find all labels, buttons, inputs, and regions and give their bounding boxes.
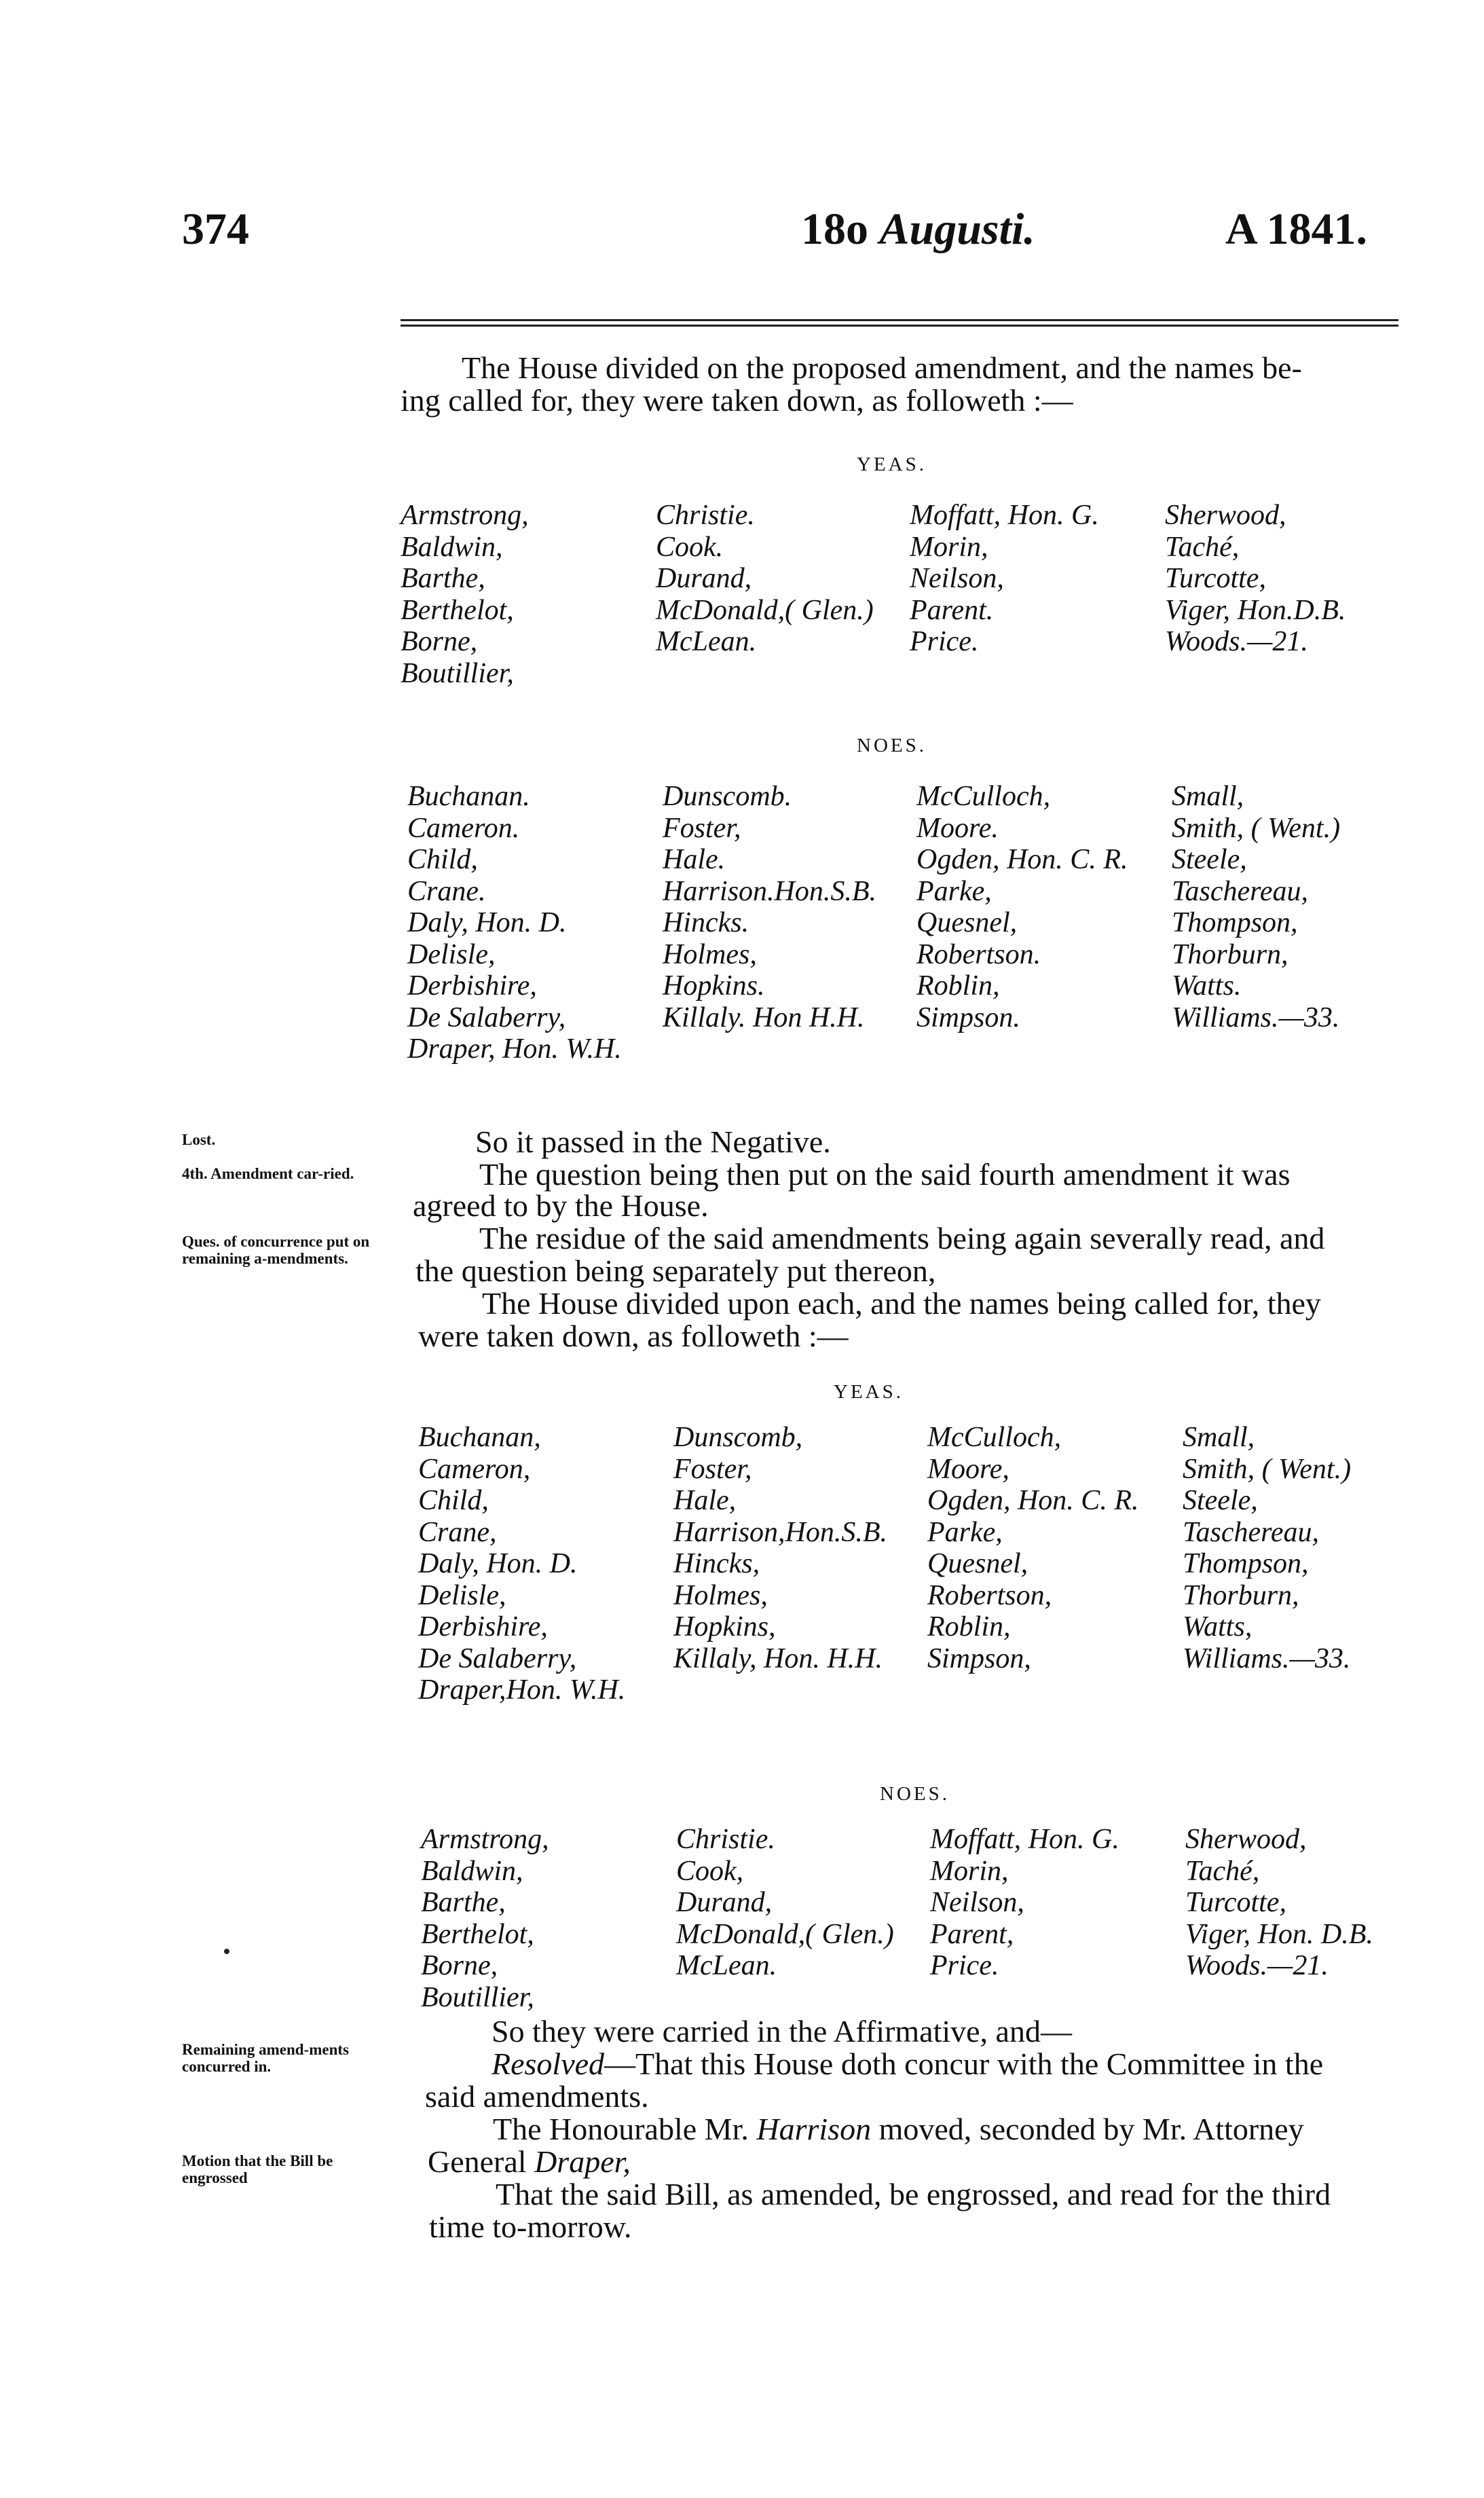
- roll-name: De Salaberry,: [407, 1002, 566, 1033]
- roll-name: Cameron.: [407, 812, 520, 844]
- roll-name: [656, 658, 910, 690]
- division2-noes-list: [421, 1824, 1443, 2013]
- roll-name: [910, 658, 1165, 690]
- division2-noes-heading: NOES.: [880, 1783, 950, 1805]
- roll-name: Roblin,: [916, 970, 1000, 1002]
- roll-name: Viger, Hon. D.B.: [1185, 1918, 1373, 1950]
- roll-name: Moore,: [927, 1453, 1009, 1485]
- roll-name: McDonald,( Glen.): [676, 1918, 894, 1950]
- roll-name: Cook.: [656, 531, 724, 563]
- division2-yeas-list: [418, 1422, 1441, 1706]
- roll-name: Buchanan,: [418, 1422, 541, 1453]
- roll-name: Crane,: [418, 1516, 497, 1548]
- roll-name: Killaly. Hon H.H.: [663, 1002, 865, 1033]
- roll-name: [673, 1674, 927, 1706]
- roll-name: Harrison.Hon.S.B.: [663, 875, 877, 907]
- roll-name: Simpson.: [916, 1002, 1020, 1033]
- roll-name: Parke,: [916, 875, 992, 907]
- roll-name: Robertson,: [927, 1579, 1052, 1611]
- margin-note-motion-engrossed: Motion that the Bill be engrossed: [182, 2152, 333, 2186]
- division1-noes-heading: NOES.: [857, 735, 927, 756]
- roll-name: Baldwin,: [401, 531, 503, 563]
- roll-name: Small,: [1183, 1422, 1255, 1453]
- stray-print-mark: [224, 1949, 229, 1954]
- roll-name: [1172, 1033, 1430, 1065]
- roll-name: Viger, Hon.D.B.: [1165, 594, 1346, 626]
- roll-name: Foster,: [663, 812, 741, 844]
- roll-name: Cameron,: [418, 1453, 531, 1485]
- roll-name: Buchanan.: [407, 781, 530, 812]
- roll-name: Hincks,: [673, 1548, 760, 1579]
- roll-name: Taschereau,: [1183, 1516, 1320, 1548]
- roll-name: Barthe,: [421, 1887, 506, 1918]
- roll-name: Delisle,: [418, 1579, 506, 1611]
- roll-name: [663, 1033, 916, 1065]
- roll-name: Woods.—21.: [1165, 626, 1308, 657]
- roll-name: Derbishire,: [407, 970, 537, 1002]
- roll-name: Daly, Hon. D.: [407, 907, 567, 938]
- roll-name: Sherwood,: [1165, 500, 1286, 531]
- roll-name: Christie.: [656, 500, 755, 531]
- roll-name: Hopkins,: [673, 1611, 776, 1642]
- resolved-word: Resolved: [491, 2046, 605, 2081]
- roll-name: Crane.: [407, 875, 486, 907]
- roll-name: Parent,: [930, 1918, 1014, 1950]
- roll-name: Smith, ( Went.): [1183, 1453, 1352, 1485]
- fourth-amendment-line-2: agreed to by the House.: [413, 1188, 709, 1223]
- roll-name: Price.: [930, 1950, 999, 1981]
- roll-name: Ogden, Hon. C. R.: [927, 1485, 1139, 1516]
- page-number: 374: [182, 204, 249, 254]
- roll-name: Hale,: [673, 1485, 737, 1516]
- bill-line-1: That the said Bill, as amended, be engrossed, and read for the third: [496, 2177, 1331, 2211]
- roll-name: McCulloch,: [927, 1422, 1062, 1453]
- roll-name: Steele,: [1183, 1485, 1258, 1516]
- roll-name: [1183, 1674, 1441, 1706]
- roll-name: McLean.: [656, 626, 757, 657]
- header-month: Augusti.: [879, 204, 1035, 254]
- roll-name: Thompson,: [1183, 1548, 1309, 1579]
- roll-name: Thompson,: [1172, 907, 1298, 938]
- roll-name: Hale.: [663, 844, 726, 875]
- margin-note-concurrence: Ques. of concurrence put on remaining a-mendments.: [182, 1233, 370, 1267]
- roll-name: Moffatt, Hon. G.: [930, 1824, 1119, 1855]
- motion-line2-start: General: [428, 2144, 527, 2179]
- roll-name: Berthelot,: [401, 594, 514, 626]
- roll-name: McLean.: [676, 1950, 777, 1981]
- roll-name: Draper, Hon. W.H.: [407, 1033, 622, 1065]
- header-rule-bottom: [401, 325, 1398, 327]
- roll-name: Parent.: [910, 594, 994, 626]
- intro-line-1: The House divided on the proposed amendment, and the names be-: [462, 350, 1302, 385]
- motion-start: The Honourable Mr.: [493, 2112, 749, 2146]
- resolved-line-1: [491, 2048, 1323, 2080]
- margin-note-fourth-carried: 4th. Amendment car-ried.: [182, 1165, 354, 1182]
- roll-name: [927, 1674, 1183, 1706]
- resolved-rest: —That this House doth concur with the Committee in the: [604, 2046, 1324, 2081]
- roll-name: Price.: [910, 626, 979, 657]
- roll-name: Holmes,: [663, 938, 757, 970]
- roll-name: [916, 1033, 1172, 1065]
- resolved-line-2: said amendments.: [425, 2079, 649, 2114]
- fourth-amendment-line-1: The question being then put on the said fourth amendment it was: [479, 1157, 1291, 1192]
- roll-name: Armstrong,: [421, 1824, 549, 1855]
- roll-name: Foster,: [673, 1453, 752, 1485]
- header-day: 18o: [801, 204, 868, 254]
- roll-name: De Salaberry,: [418, 1642, 577, 1674]
- roll-name: Smith, ( Went.): [1172, 812, 1341, 844]
- roll-name: Boutillier,: [401, 657, 514, 689]
- roll-name: Child,: [407, 844, 478, 875]
- motion-name: Harrison: [756, 2112, 872, 2146]
- roll-name: [930, 1982, 1185, 2014]
- roll-name: Parke,: [927, 1516, 1003, 1548]
- roll-name: Robertson.: [916, 938, 1041, 970]
- bill-line-2: time to-morrow.: [429, 2209, 632, 2244]
- roll-name: Derbishire,: [418, 1611, 548, 1642]
- margin-note-remaining-concurred: Remaining amend-ments concurred in.: [182, 2041, 349, 2075]
- roll-name: Draper,Hon. W.H.: [418, 1674, 626, 1706]
- roll-name: Williams.—33.: [1183, 1642, 1351, 1674]
- roll-name: Cook,: [676, 1855, 744, 1887]
- division2-yeas-heading: YEAS.: [834, 1381, 904, 1403]
- roll-name: Thorburn,: [1172, 938, 1288, 970]
- roll-name: Child,: [418, 1485, 489, 1516]
- roll-name: Williams.—33.: [1172, 1002, 1340, 1033]
- roll-name: Quesnel,: [916, 907, 1018, 938]
- roll-name: McDonald,( Glen.): [656, 594, 874, 626]
- divided-line-1: The House divided upon each, and the names being called for, they: [482, 1286, 1321, 1321]
- roll-name: Watts.: [1172, 970, 1242, 1002]
- roll-name: Taschereau,: [1172, 875, 1309, 907]
- negative-line: So it passed in the Negative.: [475, 1124, 831, 1159]
- roll-name: Steele,: [1172, 844, 1247, 875]
- roll-name: Durand,: [676, 1887, 773, 1918]
- roll-name: Boutillier,: [421, 1981, 534, 2013]
- roll-name: Morin,: [910, 531, 988, 563]
- roll-name: Neilson,: [910, 563, 1004, 594]
- roll-name: Borne,: [401, 626, 478, 657]
- roll-name: Small,: [1172, 781, 1244, 812]
- roll-name: [1165, 658, 1423, 690]
- roll-name: Dunscomb.: [663, 781, 792, 812]
- roll-name: Hopkins.: [663, 970, 765, 1002]
- roll-name: Watts,: [1183, 1611, 1253, 1642]
- roll-name: Taché,: [1165, 531, 1240, 563]
- roll-name: Borne,: [421, 1950, 498, 1981]
- roll-name: Killaly, Hon. H.H.: [673, 1642, 883, 1674]
- roll-name: Turcotte,: [1185, 1887, 1286, 1918]
- roll-name: Dunscomb,: [673, 1422, 803, 1453]
- affirmative-line: So they were carried in the Affirmative, and—: [491, 2014, 1072, 2049]
- roll-name: Roblin,: [927, 1611, 1011, 1642]
- motion-line-1: [493, 2113, 1304, 2146]
- roll-name: Sherwood,: [1185, 1824, 1307, 1855]
- roll-name: Simpson,: [927, 1642, 1031, 1674]
- divided-line-2: were taken down, as followeth :—: [418, 1319, 849, 1353]
- roll-name: Christie.: [676, 1824, 775, 1855]
- roll-name: Ogden, Hon. C. R.: [916, 844, 1128, 875]
- motion-rest: moved, seconded by Mr. Attorney: [878, 2112, 1304, 2146]
- roll-name: [1185, 1982, 1443, 2014]
- margin-note-lost: Lost.: [182, 1131, 216, 1148]
- roll-name: Moore.: [916, 812, 999, 844]
- roll-name: Baldwin,: [421, 1855, 523, 1887]
- roll-name: Taché,: [1185, 1855, 1260, 1887]
- roll-name: Morin,: [930, 1855, 1009, 1887]
- roll-name: Quesnel,: [927, 1548, 1028, 1579]
- roll-name: Barthe,: [401, 563, 485, 594]
- roll-name: Durand,: [656, 563, 752, 594]
- roll-name: Armstrong,: [401, 500, 529, 531]
- roll-name: Woods.—21.: [1185, 1950, 1329, 1981]
- residue-line-1: The residue of the said amendments being again severally read, and: [479, 1221, 1325, 1255]
- roll-name: Moffatt, Hon. G.: [910, 500, 1099, 531]
- intro-line-2: ing called for, they were taken down, as followeth :—: [401, 383, 1073, 418]
- motion-line2-name: Draper,: [534, 2144, 631, 2179]
- header-year: A 1841.: [1225, 204, 1368, 254]
- division1-noes-list: [407, 781, 1430, 1065]
- roll-name: Harrison,Hon.S.B.: [673, 1516, 888, 1548]
- roll-name: McCulloch,: [916, 781, 1051, 812]
- roll-name: Berthelot,: [421, 1918, 534, 1950]
- roll-name: Delisle,: [407, 938, 496, 970]
- header-date: [801, 204, 1035, 255]
- division1-yeas-list: [401, 500, 1423, 689]
- motion-line-2: [428, 2146, 631, 2178]
- roll-name: [676, 1982, 930, 2014]
- roll-name: Daly, Hon. D.: [418, 1548, 578, 1579]
- roll-name: Turcotte,: [1165, 563, 1266, 594]
- roll-name: Neilson,: [930, 1887, 1024, 1918]
- roll-name: Holmes,: [673, 1579, 768, 1611]
- division1-yeas-heading: YEAS.: [857, 454, 927, 475]
- roll-name: Thorburn,: [1183, 1579, 1299, 1611]
- residue-line-2: the question being separately put thereon,: [415, 1253, 936, 1288]
- roll-name: Hincks.: [663, 907, 749, 938]
- header-rule-top: [401, 319, 1398, 321]
